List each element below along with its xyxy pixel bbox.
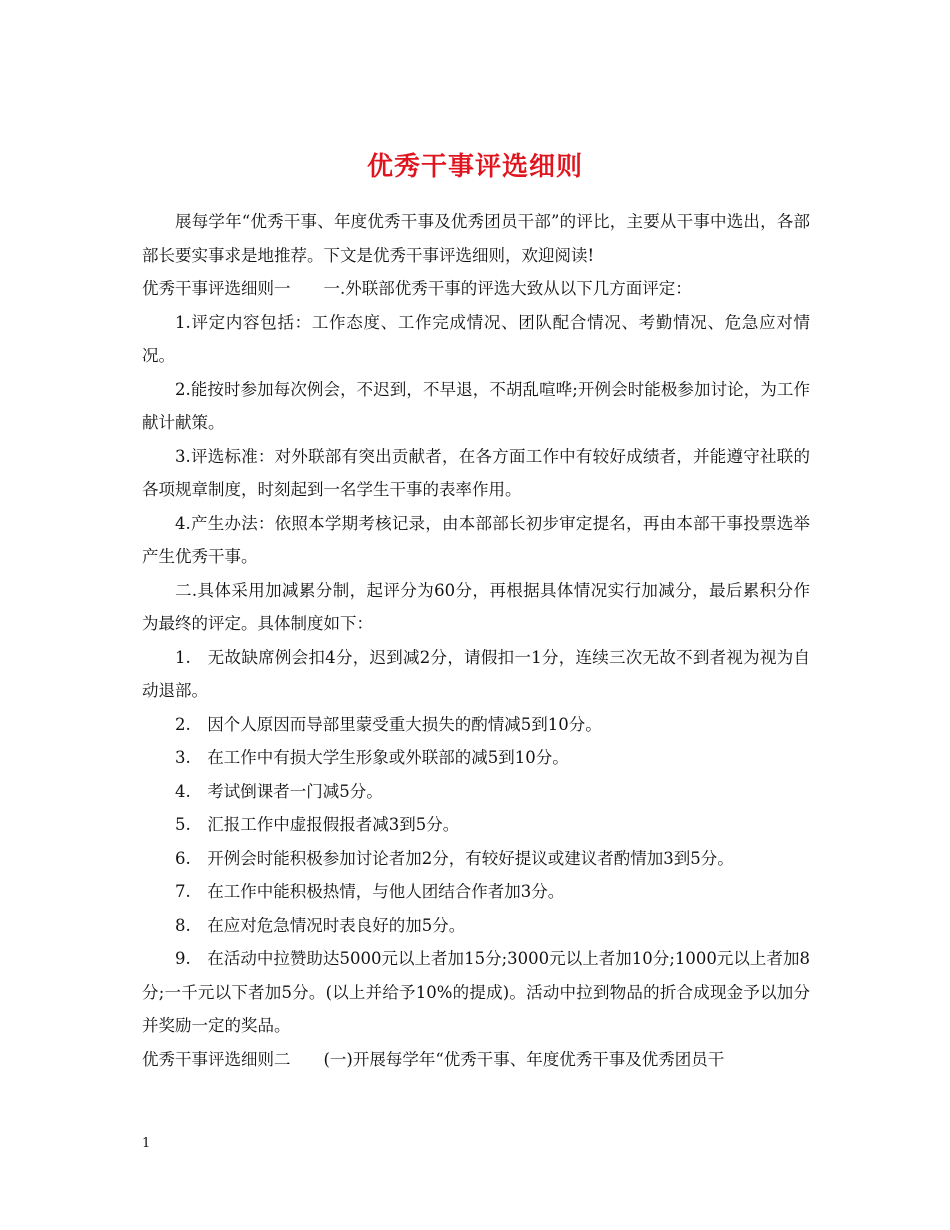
paragraph: 4. 考试倒课者一门减5分。	[175, 781, 383, 801]
paragraph: 2.能按时参加每次例会，不迟到，不早退，不胡乱喧哗;开例会时能极参加讨论，为工作献计献策。	[142, 379, 810, 432]
paragraph: 3.评选标准：对外联部有突出贡献者，在各方面工作中有较好成绩者，并能遵守社联的各项规章制度，时刻起到一名学生干事的表率作用。	[142, 446, 810, 499]
paragraph: 9. 在活动中拉赞助达5000元以上者加15分;3000元以上者加10分;1000元以上者加8分;一千元以下者加5分。(以上并给予10%的提成)。活动中拉到物品的折合成现金予以加分并奖励一定的奖品。	[142, 949, 810, 1035]
paragraph: 8. 在应对危急情况时表良好的加5分。	[175, 915, 466, 935]
paragraph: 1. 无故缺席例会扣4分，迟到减2分，请假扣一1分，连续三次无故不到者视为视为自动退部。	[142, 647, 810, 700]
paragraph: 展每学年“优秀干事、年度优秀干事及优秀团员干部”的评比，主要从干事中选出，各部部长要实事求是地推荐。下文是优秀干事评选细则，欢迎阅读!	[142, 212, 810, 265]
paragraph: 优秀干事评选细则一 一.外联部优秀干事的评选大致从以下几方面评定：	[142, 279, 692, 298]
document-title: 优秀干事评选细则	[366, 152, 583, 183]
paragraph: 1.评定内容包括：工作态度、工作完成情况、团队配合情况、考勤情况、危急应对情况。	[142, 312, 810, 365]
paragraph: 6. 开例会时能积极参加讨论者加2分，有较好提议或建议者酌情加3到5分。	[175, 848, 734, 868]
paragraph: 二.具体采用加减累分制，起评分为60分，再根据具体情况实行加减分，最后累积分作为最终的评定。具体制度如下：	[142, 580, 810, 633]
paragraph: 优秀干事评选细则二 (一)开展每学年“优秀干事、年度优秀干事及优秀团员干	[142, 1049, 725, 1069]
paragraph: 2. 因个人原因而导部里蒙受重大损失的酌情减5到10分。	[175, 714, 602, 734]
paragraph: 3. 在工作中有损大学生形象或外联部的减5到10分。	[175, 748, 569, 767]
paragraph: 7. 在工作中能积极热情，与他人团结合作者加3分。	[175, 882, 565, 901]
page-number: 1	[142, 1136, 151, 1151]
paragraph: 5. 汇报工作中虚报假报者减3到5分。	[175, 815, 460, 834]
document-body	[142, 205, 810, 1076]
paragraph: 4.产生办法：依照本学期考核记录，由本部部长初步审定提名，再由本部干事投票选举产生优秀干事。	[142, 513, 810, 566]
